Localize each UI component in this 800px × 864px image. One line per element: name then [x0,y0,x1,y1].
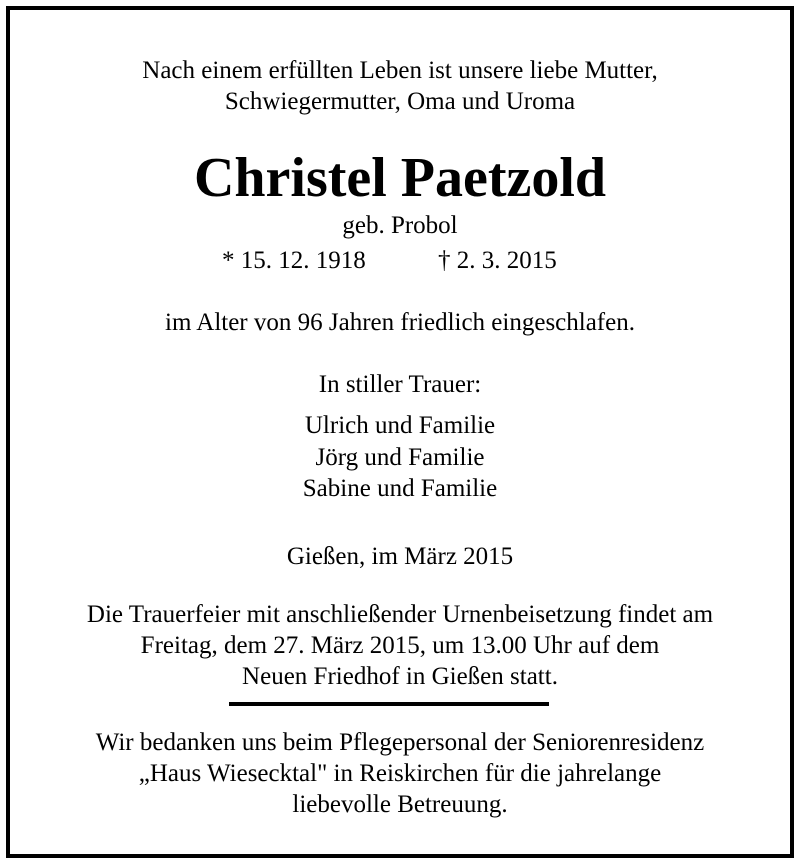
thanks-line-3: liebevolle Betreuung. [292,791,508,818]
mourner-name: Ulrich und Familie [304,412,496,439]
mourner-name: Jörg und Familie [315,444,485,471]
age-statement: im Alter von 96 Jahren friedlich eingeschlafen. [165,309,635,336]
deceased-name: Christel Paetzold [193,147,607,209]
divider-rule [229,702,549,706]
intro-line-1: Nach einem erfüllten Leben ist unsere liebe Mutter, [142,57,658,84]
life-dates [0,245,800,277]
service-line-3: Neuen Friedhof in Gießen statt. [242,663,558,690]
intro-line-2: Schwiegermutter, Oma und Uroma [224,88,576,115]
service-line-1: Die Trauerfeier mit anschließender Urnenbeisetzung findet am [86,601,714,628]
thanks-line-1: Wir bedanken uns beim Pflegepersonal der Seniorenresidenz [95,729,705,756]
birth-date: * 15. 12. 1918 [222,247,366,274]
place-date: Gießen, im März 2015 [286,543,514,570]
thanks-line-2: „Haus Wiesecktal" in Reiskirchen für die jahrelange [138,760,662,787]
maiden-name: geb. Probol [342,212,458,239]
mourners-heading: In stiller Trauer: [318,371,482,398]
service-line-2: Freitag, dem 27. März 2015, um 13.00 Uhr auf dem [140,632,660,659]
death-date: † 2. 3. 2015 [438,247,557,274]
mourner-name: Sabine und Familie [302,475,498,502]
